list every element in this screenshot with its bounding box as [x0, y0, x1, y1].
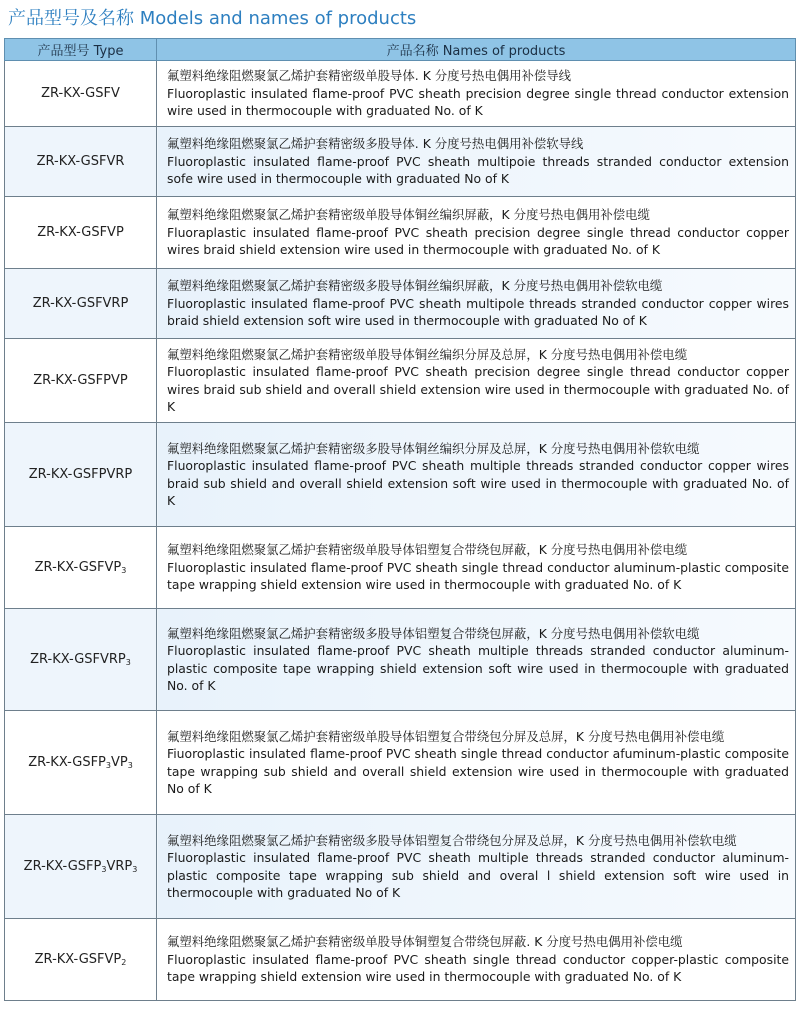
row-name-zh: 氟塑料绝缘阻燃聚氯乙烯护套精密级单股导体铝塑复合带绕包屏蔽，K 分度号热电偶用补偿电缆 — [167, 542, 688, 558]
row-name — [157, 423, 796, 527]
row-name — [157, 609, 796, 711]
row-name-en: Fluoroplastic insulated flame-proof PVC sheath single thread conductor aluminum-plastic composite tape wrapping shield extension wire used in thermocouple with graduated No. of K — [167, 559, 789, 593]
row-name — [157, 919, 796, 1001]
row-name — [157, 61, 796, 127]
row-type: $ZR-KX-GSFVP_3$ — [5, 527, 157, 609]
table-row — [5, 423, 796, 527]
row-name — [157, 711, 796, 815]
row-name-zh: 氟塑料绝缘阻燃聚氯乙烯护套精密级单股导体铜丝编织分屏及总屏，K 分度号热电偶用补偿电缆 — [167, 346, 688, 362]
table-row — [5, 711, 796, 815]
row-name-zh: 氟塑料绝缘阻燃聚氯乙烯护套精密级多股导体铝塑复合带绕包屏蔽，K 分度号热电偶用补偿软电缆 — [167, 625, 700, 641]
row-name-en: Fiuoroplastic insulated flame-proof PVC sheath single thread conductor afuminum-plastic composite tape wrapping sub shield and overall shield extension wire used in thermocouple with graduated No of K — [167, 746, 789, 796]
table-row — [5, 61, 796, 127]
table-row — [5, 127, 796, 197]
row-name-en: Fluoroplastic insulated flame-proof PVC sheath precision degree single thread conductor copper wires braid sub shield and overall shield extension wire used in thermocouple with graduated No. of K — [167, 364, 789, 414]
row-type: ZR-KX-GSFVP — [5, 197, 157, 269]
table-row — [5, 527, 796, 609]
row-name-en: Fluoroplastic insulated flame-proof PVC sheath multiple threads stranded conductor aluminum-plastic composite tape wrapping sub shield and overal l shield extension soft wire used in thermocouple with graduated No of K — [167, 850, 789, 900]
row-name — [157, 339, 796, 423]
row-name — [157, 197, 796, 269]
row-name — [157, 269, 796, 339]
products-table — [4, 38, 796, 1001]
row-name-zh: 氟塑料绝缘阻燃聚氯乙烯护套精密级单股导体. K 分度号热电偶用补偿导线 — [167, 68, 572, 84]
row-type: ZR-KX-GSFPVRP — [5, 423, 157, 527]
header-name: 产品名称 Names of products — [157, 39, 796, 61]
row-type: ZR-KX-GSFV — [5, 61, 157, 127]
row-name-en: Fluoroplastic insulated flame-proof PVC sheath precision degree single thread conductor extension wire used in thermocouple with graduated No. of K — [167, 85, 789, 119]
row-type: ZR-KX-GSFVR — [5, 127, 157, 197]
table-row — [5, 269, 796, 339]
row-name-en: Fluoroplastic insulated flame-proof PVC sheath multiple threads stranded conductor aluminum-plastic composite tape wrapping shield extension soft wire used in thermocouple with graduated No. of K — [167, 643, 789, 693]
row-name-zh: 氟塑料绝缘阻燃聚氯乙烯护套精密级单股导体铜塑复合带绕包屏蔽. K 分度号热电偶用补偿电缆 — [167, 934, 683, 950]
row-name-en: Fluoraplastic insulated flame-proof PVC sheath precision degree single thread conductor copper wires braid shield extension wire used in thermocouple with graduated No. of K — [167, 224, 789, 258]
row-name — [157, 127, 796, 197]
row-name — [157, 527, 796, 609]
row-name-en: Fluoroplastic insulated flame-proof PVC sheath multipoie threads stranded conductor extension sofe wire used in thermocouple with graduated No of K — [167, 153, 789, 187]
table-row — [5, 815, 796, 919]
row-name — [157, 815, 796, 919]
table-row — [5, 197, 796, 269]
row-name-en: Fluoroplastic insulated flame-proof PVC sheath multipole threads stranded conductor copper wires braid shield extension soft wire used in thermocouple with graduated No of K — [167, 295, 789, 329]
row-name-zh: 氟塑料绝缘阻燃聚氯乙烯护套精密级多股导体铜丝编织屏蔽，K 分度号热电偶用补偿软电缆 — [167, 278, 663, 294]
row-name-zh: 氟塑料绝缘阻燃聚氯乙烯护套精密级多股导体铜丝编织分屏及总屏，K 分度号热电偶用补偿软电缆 — [167, 440, 700, 456]
row-type: $ZR-KX-GSFVRP_3$ — [5, 609, 157, 711]
row-name-zh: 氟塑料绝缘阻燃聚氯乙烯护套精密级多股导体. K 分度号热电偶用补偿软导线 — [167, 136, 584, 152]
products-table-wrapper — [4, 38, 796, 1001]
row-type: $ZR-KX-GSFP_3VRP_3$ — [5, 815, 157, 919]
row-type: ZR-KX-GSFVRP — [5, 269, 157, 339]
row-type: ZR-KX-GSFPVP — [5, 339, 157, 423]
table-row — [5, 609, 796, 711]
table-header-row — [5, 39, 796, 61]
row-name-en: Fluoroplastic insulated flame-proof PVC sheath single thread conductor copper-plastic composite tape wrapping shield extension wire used in thermocouple with graduated No. of K — [167, 951, 789, 985]
row-type: $ZR-KX-GSFP_3VP_3$ — [5, 711, 157, 815]
row-name-en: Fluoroplastic insulated flame-proof PVC sheath multiple threads stranded conductor copper wires braid sub shield and overall shield extension soft wire used in thermocouple with graduated No. of K — [167, 458, 789, 508]
row-name-zh: 氟塑料绝缘阻燃聚氯乙烯护套精密级单股导体铜丝编织屏蔽，K 分度号热电偶用补偿电缆 — [167, 207, 650, 223]
table-row — [5, 339, 796, 423]
row-type: $ZR-KX-GSFVP_2$ — [5, 919, 157, 1001]
row-name-zh: 氟塑料绝缘阻燃聚氯乙烯护套精密级单股导体铝塑复合带绕包分屏及总屏，K 分度号热电偶用补偿电缆 — [167, 728, 725, 744]
table-row — [5, 919, 796, 1001]
row-name-zh: 氟塑料绝缘阻燃聚氯乙烯护套精密级多股导体铝塑复合带绕包分屏及总屏，K 分度号热电偶用补偿软电缆 — [167, 832, 737, 848]
page-title: 产品型号及名称 Models and names of products — [8, 8, 417, 29]
header-type: 产品型号 Type — [5, 39, 157, 61]
